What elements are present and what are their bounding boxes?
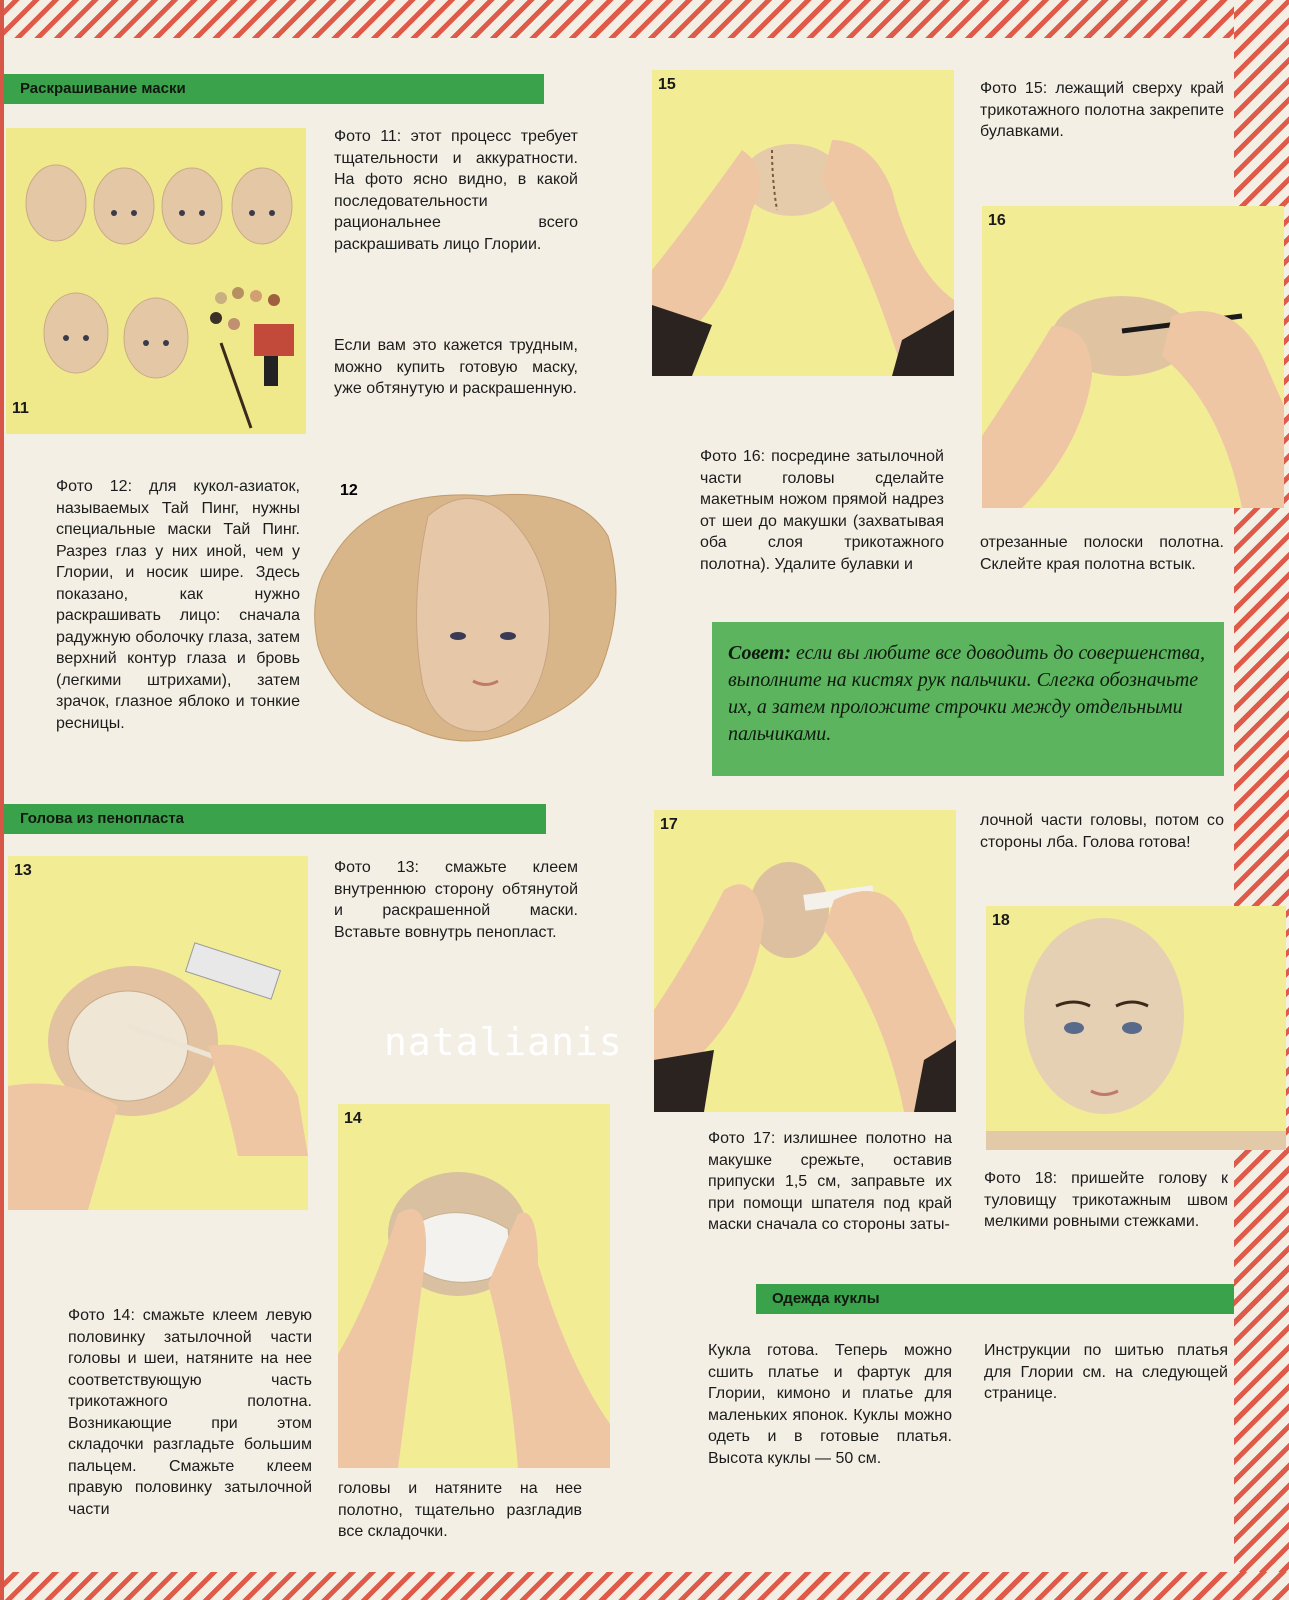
painted-masks-illustration — [6, 128, 306, 434]
tip-label: Совет: — [728, 642, 791, 664]
caption-photo-13: Фото 13: смажьте клеем внутреннюю сторону обтянутой и раскрашенной маски. Вставьте вовнутрь пенопласт. — [334, 859, 578, 941]
caption-photo-16: Фото 16: посредине затылочной части головы сделайте макетным ножом прямой надрез от шеи до макушки (захватывая оба слоя трикотажного полотна). Удалите булавки и — [700, 448, 944, 573]
photo-12 — [308, 476, 628, 766]
pinning-fabric-illustration — [652, 70, 954, 376]
gluing-mask-illustration — [8, 856, 308, 1210]
tip-text: если вы любите все доводить до совершенства, выполните на кистях рук пальчики. Слегка обозначьте их, а затем проложите строчки между отдельными пальчиками. — [728, 642, 1206, 745]
caption-photo-14: Фото 14: смажьте клеем левую половинку затылочной части головы и шеи, натяните на нее соответствующую часть трикотажного полотна. Возникающие при этом складочки разгладьте большим пальцем. Смажьте клеем правую половинку затылочной части — [68, 1307, 312, 1518]
striped-border-top — [0, 0, 1289, 38]
text-clothes-1: Кукла готова. Теперь можно сшить платье и фартук для Глории, кимоно и платье для маленьких японок. Куклы можно одеть и в готовые платья. Высота куклы — 50 см. — [708, 1342, 952, 1467]
heading-doll-clothes: Одежда куклы — [756, 1284, 1234, 1314]
text-buy-mask: Если вам это кажется трудным, можно купить готовую маску, уже обтянутую и раскрашенную. — [334, 337, 578, 397]
caption-photo-12: Фото 12: для кукол-азиаток, называемых Тай Пинг, нужны специальные маски Тай Пинг. Разрез глаз у них иной, чем у Глории, и носик шире. Здесь показано, как нужно раскрашивать лицо: сначала радужную оболочку глаза, затем верхний контур глаза и бровь (легкими штрихами), затем зрачок, глазное яблоко и тонкие ресницы. — [56, 478, 300, 732]
fabric-covered-mask-illustration — [308, 476, 628, 766]
photo-14 — [338, 1104, 610, 1468]
caption-photo-16-continued: отрезанные полоски полотна. Склейте края полотна встык. — [980, 534, 1224, 573]
covering-head-illustration — [338, 1104, 610, 1468]
watermark: natalianis — [384, 1020, 623, 1064]
cutting-seam-illustration — [982, 206, 1284, 508]
photo-16 — [982, 206, 1284, 508]
photo-number-11: 11 — [12, 400, 29, 417]
caption-photo-17: Фото 17: излишнее полотно на макушке срежьте, оставив припуски 1,5 см, заправьте их при помощи шпателя под край маски сначала со стороны заты- — [708, 1130, 952, 1233]
striped-border-bottom — [0, 1572, 1289, 1600]
photo-number-14: 14 — [344, 1110, 362, 1127]
text-clothes-2: Инструкции по шитью платья для Глории см. на следующей странице. — [984, 1342, 1228, 1402]
trimming-fabric-illustration — [654, 810, 956, 1112]
photo-18 — [986, 906, 1286, 1150]
photo-number-15: 15 — [658, 76, 676, 93]
photo-17 — [654, 810, 956, 1112]
photo-number-12: 12 — [340, 482, 358, 499]
caption-photo-11: Фото 11: этот процесс требует тщательности и аккуратности. На фото ясно видно, в какой последовательности рациональнее всего раскрашивать лицо Глории. — [334, 128, 578, 253]
caption-photo-15: Фото 15: лежащий сверху край трикотажного полотна закрепите булавками. — [980, 80, 1224, 140]
photo-number-17: 17 — [660, 816, 678, 833]
photo-number-16: 16 — [988, 212, 1006, 229]
tip-box — [712, 622, 1224, 776]
photo-13 — [8, 856, 308, 1210]
photo-15 — [652, 70, 954, 376]
finished-head-illustration — [986, 906, 1286, 1150]
heading-foam-head: Голова из пенопласта — [4, 804, 546, 834]
heading-painting-mask: Раскрашивание маски — [4, 74, 544, 104]
photo-number-13: 13 — [14, 862, 32, 879]
photo-number-18: 18 — [992, 912, 1010, 929]
caption-photo-14-continued: головы и натяните на нее полотно, тщательно разгладив все складочки. — [338, 1480, 582, 1540]
caption-photo-18: Фото 18: пришейте голову к туловищу трикотажным швом мелкими ровными стежками. — [984, 1170, 1228, 1230]
photo-11 — [6, 128, 306, 434]
caption-photo-17-continued: лочной части головы, потом со стороны лба. Голова готова! — [980, 812, 1224, 851]
